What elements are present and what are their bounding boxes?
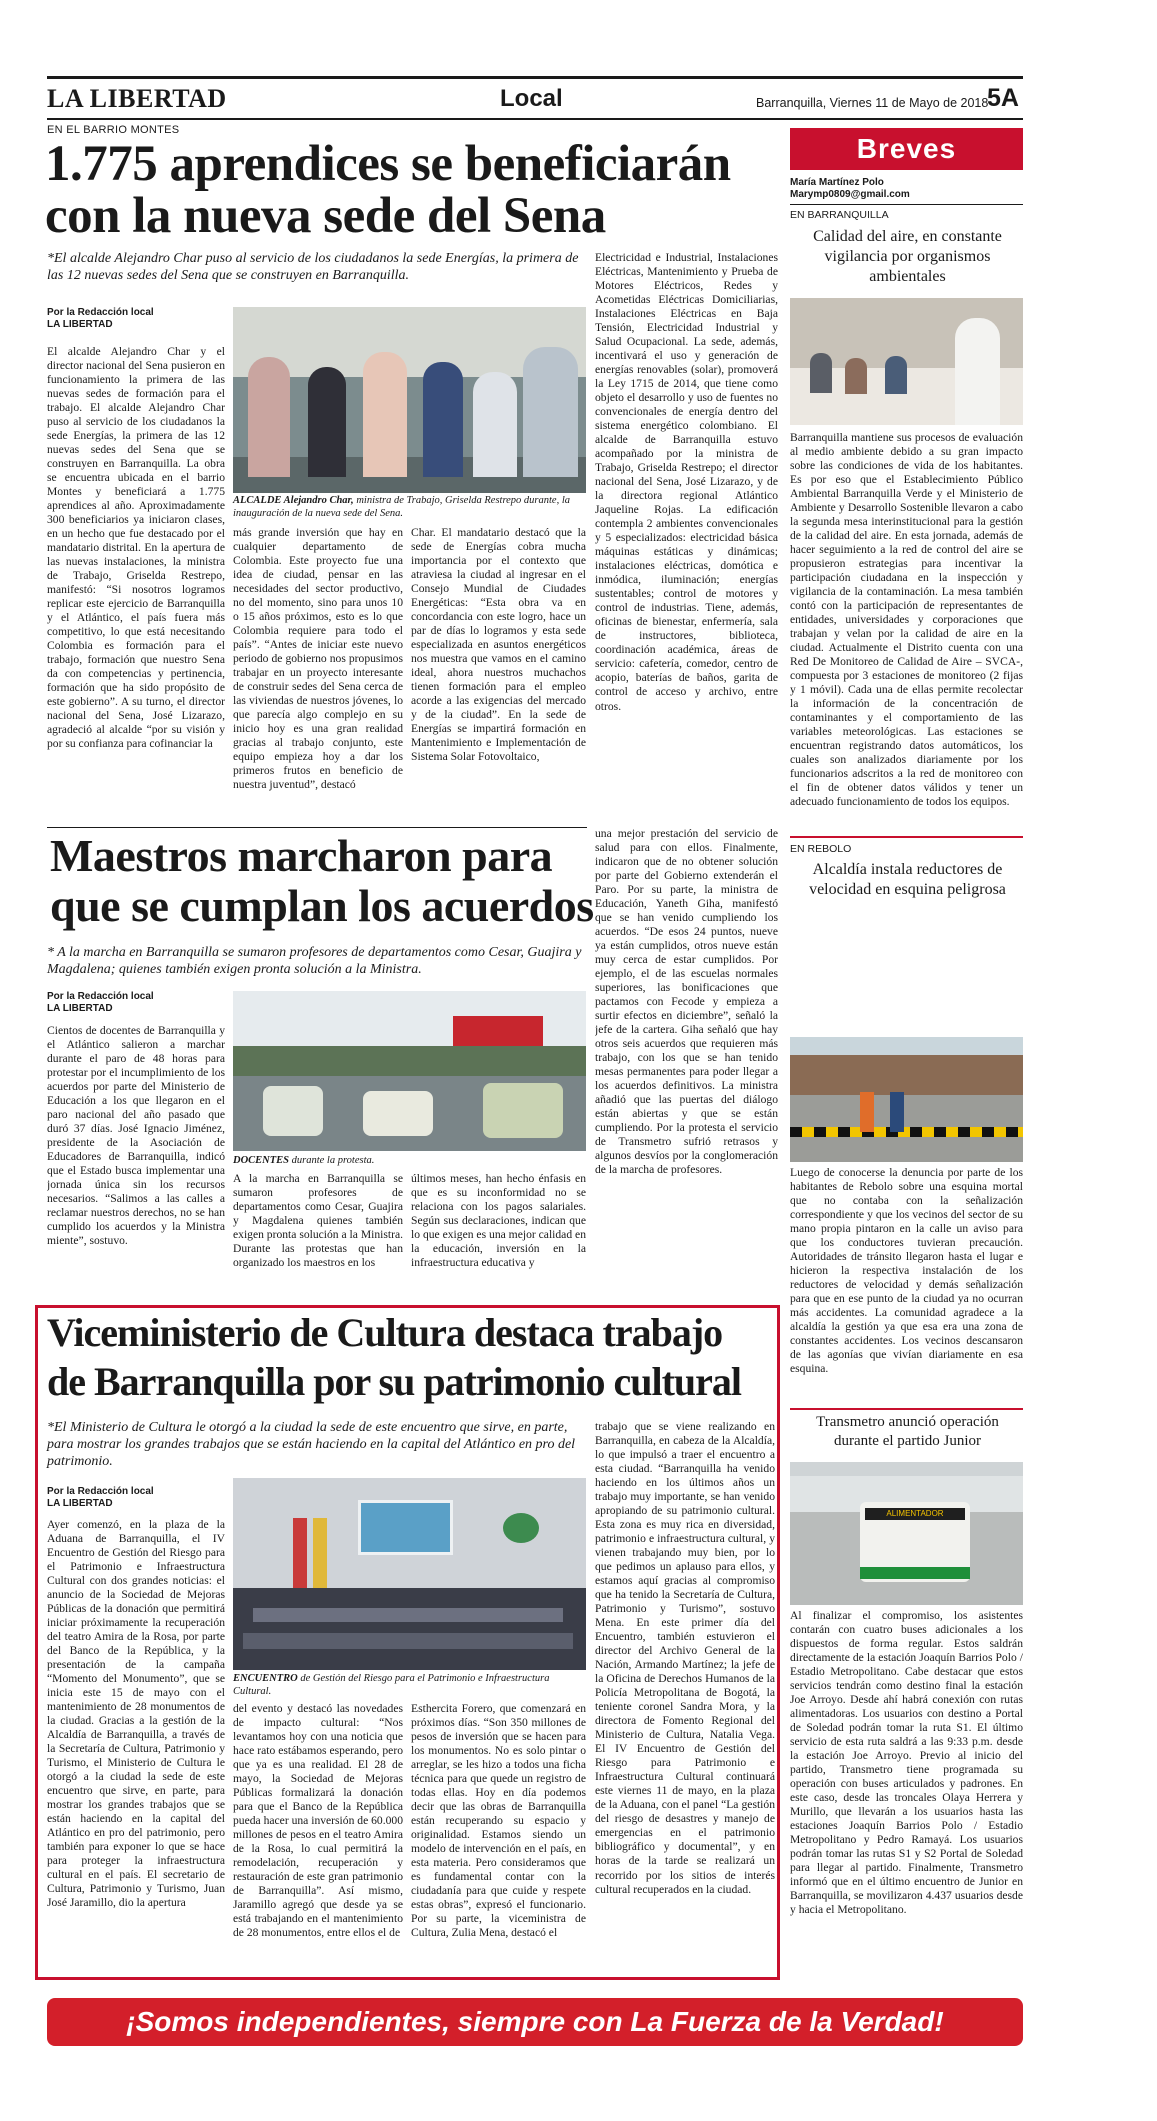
masthead-top-rule: [47, 76, 1023, 79]
story2-caption-name: DOCENTES: [233, 1155, 290, 1166]
story3-col2: del evento y destacó las novedades de impacto cultural: “Nos levantamos hoy con una noticia que hace rato estábamos esperando, pero que ya es una realidad. El 28 de mayo, la Sociedad de Mejoras Públicas formalizará la donación para que el Banco de la República pueda hacer una inversión de 60.000 millones de pesos en el teatro Amira de la Rosa, lo cual permitirá la remodelación, recuperación y restauración de este gran patrimonio de Barranquilla”. Así mismo, Jaramillo agregó que desde ya se está trabajando en el mantenimiento de 28 monumentos, entre ellos el de: [233, 1702, 403, 1940]
story3-headline-line2: de Barranquilla por su patrimonio cultural: [47, 1359, 742, 1404]
story3-col3: Esthercita Forero, que comenzará en próximos días. “Son 350 millones de pesos de inversión que se hacen para los monumentos. No es solo pintar o arreglar, se les hizo a todos una ficha técnica para que quede un registro de todas ellas. Hoy en día podemos decir que las obras de Barranquilla están recuperando su espacio y originalidad. Estamos siendo un modelo de intervención en el país, en esta materia. Pero consideramos que es fundamental contar con la ciudadanía para que cuide y respete estas obras”, expresó el funcionario. Por su parte, la viceministra de Cultura, Zulia Mena, destacó el: [411, 1702, 586, 1940]
paper-name: LA LIBERTAD: [47, 84, 227, 113]
brief2-kicker: EN REBOLO: [790, 843, 852, 855]
story3-byline-line1: Por la Redacción local: [47, 1486, 154, 1497]
story2-headline-line2: que se cumplan los acuerdos: [50, 880, 594, 931]
brief2-body: Luego de conocerse la denuncia por parte de los habitantes de Rebolo sobre una esquina mortal que no contaba con la señalización correspondiente y que los vecinos del sector de su mano propia pintaron en la calle un aviso para que los conductores tuvieran precaución. Autoridades de tránsito llegaron hasta el lugar e hicieron la respectiva instalación de los reductores de velocidad y demás señalización para que en ese punto de la ciudad ya no ocurran más accidentes. La comunidad agradece a la alcaldía la gestión ya que esa era una zona de constantes accidentes. Los vecinos descansaron de las agonías que vivían diariamente en esa esquina.: [790, 1166, 1023, 1376]
brief1-separator: [790, 836, 1023, 838]
story1-headline-line1: 1.775 aprendices se beneficiarán: [45, 136, 731, 192]
breves-author: María Martínez Polo: [790, 177, 884, 188]
brief1-kicker: EN BARRANQUILLA: [790, 209, 889, 221]
brief1-photo: [790, 298, 1023, 425]
story1-col2: más grande inversión que hay en cualquier departamento de Colombia. Este proyecto fue una idea de ciudad, pensar en las necesidades del sector productivo, no del momento, sino para unos 10 o 15 años próximos, esto es lo que Colombia requiere para todo el país”. “Antes de iniciar este nuevo periodo de gobierno nos propusimos trabajar en un proyecto interesante de construir sedes del Sena cerca de las viviendas de nuestros jóvenes, lo que parecía algo complejo en su inicio hoy es una gran realidad gracias al trabajo conjunto, este equipo empieza hoy a dar los primeros frutos en beneficio de nuestra juventud”, destacó: [233, 526, 403, 792]
dateline: Barranquilla, Viernes 11 de Mayo de 2018: [756, 96, 989, 110]
brief3-headline: Transmetro anunció operación durante el partido Junior: [816, 1414, 999, 1449]
brief3-photo: [790, 1462, 1023, 1605]
story2-deck: * A la marcha en Barranquilla se sumaron profesores de departamentos como Cesar, Guajira y Magdalena; quienes también exigen pronta solución a la Ministra.: [47, 945, 582, 977]
story2-photo: [233, 991, 586, 1151]
story1-col1: El alcalde Alejandro Char y el director nacional del Sena pusieron en funcionamiento la primera de las nuevas sedes de formación para el trabajo. El alcalde Alejandro Char puso al servicio de los ciudadanos la sede Energías, la primera de las 12 nuevas sedes del Sena que se construyen en Barranquilla. La obra se encuentra ubicada en el barrio Montes y beneficiará a 1.775 aprendices al año. Aproximadamente 300 beneficiarios ya iniciaron clases, en un hecho que fue destacado por el mandatario distrital. En la apertura de las nuevas instalaciones, la ministra de Trabajo, Griselda Restrepo, manifestó: “Si nosotros logramos replicar este ejercicio de Barranquilla y el Atlántico, el país fuera más competitivo, lo que está necesitando Colombia es formación para el trabajo, formación que nuestro Sena da con competencias y pertinencia, formación que ha sido propósito de este gobierno”. A su turno, el director nacional del Sena, José Lizarazo, agradeció al alcalde “por su visión y por su confianza para cofinanciar la: [47, 345, 225, 751]
story1-col4: Electricidad e Industrial, Instalaciones Eléctricas, Mantenimiento y Prueba de Motores Eléctricos, Redes y Acometidas Eléctricas Domiciliarias, Instalaciones Eléctricas en Baja Tensión, Electricidad Industrial y Salud Ocupacional. La sede, además, incentivará el uso y generación de energías renovables (solar), promoverá la Ley 1715 de 2014, que tiene como objeto el desarrollo y uso de fuentes no convencionales de energía dentro del sistema energético colombiano. El alcalde de Barranquilla estuvo acompañado por la ministra de Trabajo, Griselda Restrepo; el director nacional del Sena, José Lizarazo, y de la directora regional Atlántico Jaqueline Rojas. La edificación contempla 2 ambientes convencionales y 5 especializados: electricidad básica máquinas estáticas y dinámicas; instalaciones eléctricas, domótica e inmódica, iluminación; energías sustentables; control de motores y control de industrias. Tiene, además, oficinas de bienestar, enfermería, sala de instructores, biblioteca, coordinación académica, áreas de servicio: cafetería, comedor, centro de acopio, baterías de baños, garita de control de acceso y archivo, entre otros.: [595, 251, 778, 713]
story1-headline-line2: con la nueva sede del Sena: [45, 188, 606, 244]
bus-sign: ALIMENTADOR: [865, 1508, 965, 1520]
brief2-photo: [790, 1037, 1023, 1162]
story2-byline-line2: LA LIBERTAD: [47, 1003, 113, 1014]
brief2-headline: Alcaldía instala reductores de velocidad en esquina peligrosa: [809, 861, 1006, 898]
story1-photo: [233, 307, 586, 493]
story2-caption-text: durante la protesta.: [291, 1155, 375, 1166]
story3-byline-line2: LA LIBERTAD: [47, 1498, 113, 1509]
story2-col3: últimos meses, han hecho énfasis en que es su inconformidad no se relaciona con los pagos salariales. Según sus declaraciones, indican que lo que exigen es una mejor calidad en la educación, inversión en la infraestructura educativa y: [411, 1172, 586, 1270]
section-name: Local: [500, 85, 563, 112]
story3-caption-text: de Gestión del Riesgo para el Patrimonio e Infraestructura Cultural.: [233, 1673, 550, 1697]
story1-photo-caption: [233, 495, 586, 520]
story3-byline: [47, 1486, 154, 1510]
story2-top-rule: [47, 827, 587, 828]
footer-slogan-bar: [47, 1998, 1023, 2046]
story3-photo-caption: [233, 1673, 586, 1698]
story2-col2: A la marcha en Barranquilla se sumaron profesores de departamentos como Cesar, Guajira y Magdalena quienes también exigen pronta solución a la Ministra. Durante las protestas que han organizado los maestros en los: [233, 1172, 403, 1270]
story1-byline: [47, 307, 154, 331]
story3-photo: [233, 1478, 586, 1670]
story3-col1: Ayer comenzó, en la plaza de la Aduana de Barranquilla, el IV Encuentro de Gestión del Riesgo para el Patrimonio e Infraestructura Cultural con dos grandes noticias: el anuncio de la Sociedad de Mejoras Públicas de la donación que permitirá iniciar próximamente la recuperación del teatro Amira de la Rosa, por parte del Banco de la República, y la presentación de la campaña “Momento del Monumento”, que se inicia este 15 de mayo con el mantenimiento de 28 monumentos de la ciudad. Gracias a la gestión de la Alcaldía de Barranquilla, a través de la Secretaría de Cultura, Patrimonio y Turismo, el Ministerio de Cultura le otorgó a la ciudad la sede de este encuentro que sirve, en parte, para mostrar los grandes trabajos que se están haciendo en la capital del Atlántico en pro del patrimonio, pero también para exponer lo que se hace para proteger la infraestructura cultural en el país. El secretario de Cultura, Patrimonio y Turismo, Juan José Jaramillo, dio la apertura: [47, 1518, 225, 1910]
story3-caption-name: ENCUENTRO: [233, 1673, 298, 1684]
story1-byline-line1: Por la Redacción local: [47, 307, 154, 318]
story1-caption-name: ALCALDE Alejandro Char,: [233, 495, 354, 506]
brief2-separator: [790, 1408, 1023, 1410]
brief3-body: Al finalizar el compromiso, los asistentes contarán con cuatro buses adicionales a los dispuestos de forma regular. Estos saldrán directamente de la estación Joaquín Barrios Polo / Estadio Metropolitano. Cabe destacar que estos servicios tendrán como destino final la estación Joe Arroyo. Desde ahí habrá conexión con rutas alimentadoras. Los usuarios con destino a Portal de Soledad podrán tomar la ruta S1. El último servicio de esta ruta saldrá a las 9:33 p.m. desde la estación Joe Arroyo. Previo al inicio del partido, Transmetro tiene programada su operación con buses articulados y padrones. En este caso, desde las troncales Olaya Herrera y Murillo, que llevarán a los usuarios hasta las estaciones Joaquín Barrios Polo / Estadio Metropolitano y Pedro Ramayá. Los usuarios podrán tomar las rutas S1 y S2 Portal de Soledad para llegar al partido. Finalmente, Transmetro informó que en el último encuentro de Junior en Barranquilla, se movilizaron 4.437 usuarios desde y hacia el Metropolitano.: [790, 1609, 1023, 1917]
breves-title: Breves: [856, 133, 957, 164]
story2-col1: Cientos de docentes de Barranquilla y el Atlántico salieron a marchar durante el paro de 48 horas para protestar por el incumplimiento de los acuerdos por parte del Ministerio de Educación a los que llegaron en el paro nacional del año pasado que duró 37 días. José Ignacio Jiménez, presidente de la Asociación de Educadores de Barranquilla, indicó que el Estado busca implementar una jornada única sin los recursos necesarios. “Salimos a las calles a reclamar nuestros derechos, no se han cumplido los acuerdos y la Ministra miente”, sostuvo.: [47, 1024, 225, 1248]
page-number: 5A: [987, 84, 1019, 112]
brief1-headline: Calidad del aire, en constante vigilancia por organismos ambientales: [813, 228, 1002, 285]
story2-byline-line1: Por la Redacción local: [47, 991, 154, 1002]
story1-caption-text: ministra de Trabajo, Griselda Restrepo durante, la inauguración de la nueva sede del Sena.: [233, 495, 571, 519]
story3-deck: *El Ministerio de Cultura le otorgó a la ciudad la sede de este encuentro que sirve, en parte, para mostrar los grandes trabajos que se están haciendo en la capital del Atlántico en pro del patrimonio.: [47, 1420, 576, 1469]
story2-col4: una mejor prestación del servicio de salud para con ellos. Finalmente, indicaron que de no obtener solución por parte del Gobierno extenderán el Paro. Por su parte, la ministra de Educación, Yaneth Giha, manifestó que se han venido cumpliendo los acuerdos. “De esos 24 puntos, nueve ya están cumplidos, otros nueve están muy cerca de estar cumplidos. Por ejemplo, el de las escuelas normales superiores, las bonificaciones que pactamos con Fecode y empieza a surtir efectos en diciembre”, señaló la jefe de la cartera. Giha señaló que hay otros seis acuerdos que requieren más trabajo, con los que se han tenido mesas permanentes para poder llegar a los acuerdos definitivos. La ministra añadió que las puertas del diálogo están abiertas y que se están cumpliendo. Por la protesta el servicio de Transmetro sufrió retrasos y algunos desvíos por la conglomeración de la marcha de profesores.: [595, 827, 778, 1177]
story1-byline-line2: LA LIBERTAD: [47, 319, 113, 330]
breves-email: Marymp0809@gmail.com: [790, 189, 910, 200]
story2-photo-caption: [233, 1155, 586, 1168]
story2-headline-line1: Maestros marcharon para: [50, 830, 553, 881]
breves-rule: [790, 204, 1023, 205]
story2-byline: [47, 991, 154, 1015]
story1-col3: Char. El mandatario destacó que la sede de Energías cobra mucha importancia por el contexto que atraviesa la ciudad al ingresar en el Consejo Mundial de Ciudades Energéticas: “Esta obra va en concordancia con este logro, hace un par de días lo logramos y esta sede especializada en asuntos energéticos nos muestra que vamos en el camino ideal, ahora nuestros muchachos tienen formación para el empleo acorde a las exigencias del mercado y de la ciudad”. En la sede de Energías se impartirá formación en Mantenimiento e Implementación de Sistema Solar Fotovoltaico,: [411, 526, 586, 764]
footer-slogan: ¡Somos independientes, siempre con La Fuerza de la Verdad!: [126, 2006, 944, 2037]
brief1-body: Barranquilla mantiene sus procesos de evaluación al medio ambiente debido a su gran impacto sobre las condiciones de vida de los habitantes. Es por eso que el Establecimiento Público Ambiental Barranquilla Verde y el Ministerio de Ambiente y Desarrollo Sostenible llevaron a cabo la segunda mesa interinstitucional para la gestión de la calidad del aire. En esta jornada, además de hacer seguimiento a la red de control del aire se propusieron estrategias para incentivar la participación ciudadana en la inspección y vigilancia de la contaminación. La mesa también contó con la participación de representantes de entidades, universidades y corporaciones que trabajan y velan por la calidad de aire en la ciudad. Actualmente el Distrito cuenta con una Red De Monitoreo de Calidad de Aire – SVCA-, compuesta por 3 estaciones de monitoreo (2 fijas y 1 móvil). Cada una de ellas permite recolectar la información de la concentración de contaminantes y el comportamiento de las variables meteorológicas. Las estaciones se encuentran registrando datos automáticos, los cuales son analizados diariamente por los funcionarios adscritos a la red de monitoreo con el fin de obtener datos válidos y tener un adecuado funcionamiento de todos los equipos.: [790, 431, 1023, 809]
story1-deck: *El alcalde Alejandro Char puso al servicio de los ciudadanos la sede Energías, la primera de las 12 nuevas sedes del Sena que se construyen en Barranquilla.: [47, 251, 579, 283]
breves-title-bar: [790, 128, 1023, 170]
story3-headline-line1: Viceministerio de Cultura destaca trabajo: [47, 1310, 723, 1355]
story1-kicker: EN EL BARRIO MONTES: [47, 124, 180, 136]
story3-col4: trabajo que se viene realizando en Barranquilla, en cabeza de la Alcaldía, lo que impulsó a traer el encuentro a esta ciudad. “Barranquilla ha venido haciendo en los últimos años un trabajo muy importante, se han venido apropiando de su patrimonio cultural. Esta zona es muy rica en diversidad, patrimonio e infraestructura cultural, y vienen trabajando muy bien, por lo que pedimos un aplauso para ellos, y estamos aquí gracias al compromiso que ha tenido la Secretaría de Cultura, Patrimonio y Turismo”, sostuvo Mena. En este primer día del Encuentro, también estuvieron el director del Archivo General de la Nación, Armando Martínez; la jefe de la Oficina de Derechos Humanos de la Policía Metropolitana de Bogotá, la teniente coronel Sandra Mora, y la directora de Fomento Regional del Ministerio de Cultura, Natalia Vega. El IV Encuentro de Gestión del Riesgo para Patrimonio e Infraestructura Cultural continuará este viernes 11 de mayo, en la plaza de la Aduana, con el panel “La gestión del riesgo de desastres y manejo de emergencias en el patrimonio bibliográfico y documental”, y en horas de la tarde se realizará un recorrido por los sitios de interés cultural recuperados en la ciudad.: [595, 1420, 775, 1896]
masthead-bottom-rule: [47, 118, 1023, 120]
